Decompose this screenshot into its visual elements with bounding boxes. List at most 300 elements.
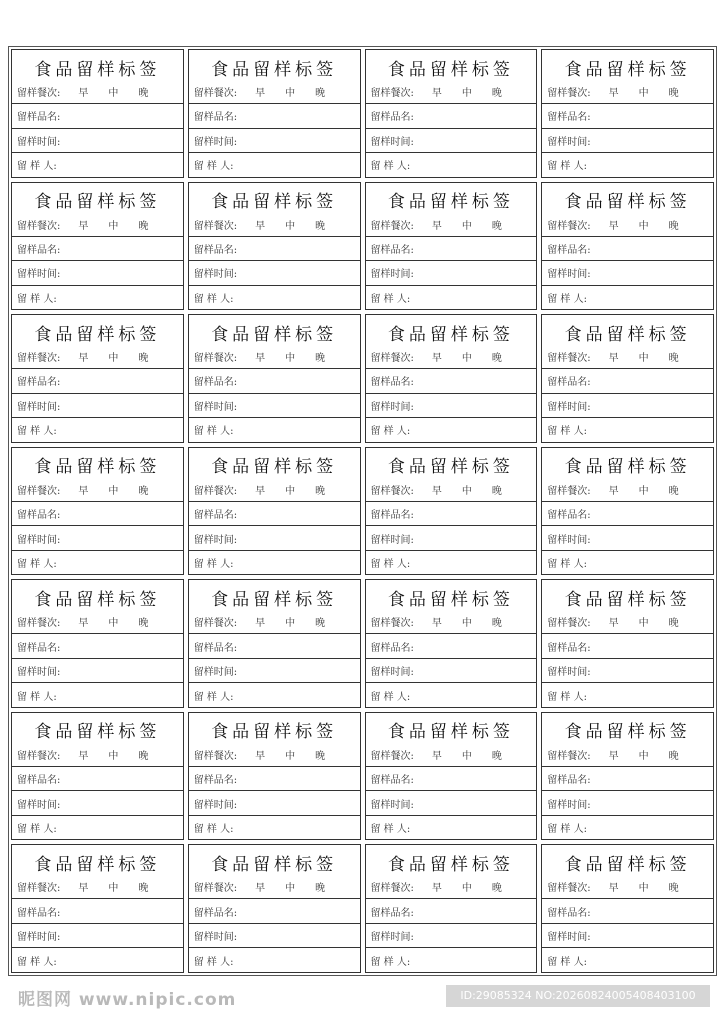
meal-option: 早 [431,618,442,630]
time-row [12,790,183,815]
time-label: 留样时间: [193,401,238,413]
meal-row [542,879,713,898]
meal-row [366,747,537,766]
name-row [12,766,183,791]
label-title: 食品留样标签 [34,324,161,345]
person-label: 留 样 人: [17,824,57,836]
person-row [366,417,537,442]
label-title: 食品留样标签 [564,722,691,743]
meal-option: 早 [608,750,619,762]
meal-option: 早 [608,883,619,895]
meal-option: 晚 [491,353,502,365]
time-row [12,658,183,683]
meal-options [78,217,148,232]
time-label: 留样时间: [193,269,238,281]
label-title: 食品留样标签 [211,324,338,345]
name-label: 留样品名: [17,509,61,521]
time-row [189,393,360,418]
label-title: 食品留样标签 [34,722,161,743]
meal-label: 留样餐次: [193,353,238,365]
label-grid [9,47,716,975]
label-title: 食品留样标签 [387,59,514,80]
name-row [366,501,537,526]
time-label: 留样时间: [193,534,238,546]
meal-option: 晚 [668,220,679,232]
meal-label: 留样餐次: [193,618,238,630]
time-row [366,393,537,418]
meal-option: 中 [108,485,119,497]
time-label: 留样时间: [193,799,238,811]
label-sheet [8,46,717,976]
name-label: 留样品名: [370,907,414,919]
meal-label: 留样餐次: [370,750,414,762]
time-row [189,790,360,815]
meal-label: 留样餐次: [17,485,61,497]
meal-option: 晚 [138,485,149,497]
meal-options [432,217,502,232]
meal-row [366,614,537,633]
person-row [12,682,183,707]
meal-label: 留样餐次: [193,485,238,497]
meal-options [609,482,679,497]
label-title: 食品留样标签 [564,457,691,478]
time-row [542,923,713,948]
person-label: 留 样 人: [17,691,57,703]
person-label: 留 样 人: [17,293,57,305]
watermark-logo: 昵图网 www.nipic.com [18,990,237,1010]
meal-option: 晚 [138,220,149,232]
label-title: 食品留样标签 [211,457,338,478]
person-row [542,815,713,840]
meal-option: 中 [285,485,296,497]
label-title: 食品留样标签 [387,457,514,478]
name-label: 留样品名: [17,642,61,654]
food-sample-label [365,447,538,576]
meal-options [255,747,325,762]
name-row [366,633,537,658]
name-label: 留样品名: [547,377,591,389]
meal-option: 中 [108,750,119,762]
label-title: 食品留样标签 [387,589,514,610]
person-label: 留 样 人: [370,691,411,703]
meal-label: 留样餐次: [547,618,591,630]
name-row [189,501,360,526]
meal-option: 晚 [138,88,149,99]
meal-option: 早 [431,750,442,762]
person-label: 留 样 人: [193,426,234,438]
meal-label: 留样餐次: [547,883,591,895]
meal-options [255,614,325,629]
person-row [189,947,360,972]
time-label: 留样时间: [370,269,414,281]
time-label: 留样时间: [547,136,591,148]
time-label: 留样时间: [370,667,414,679]
name-row [189,766,360,791]
meal-row [189,614,360,633]
label-title: 食品留样标签 [387,854,514,875]
meal-option: 晚 [491,485,502,497]
food-sample-label [11,49,184,178]
name-label: 留样品名: [547,244,591,256]
person-label: 留 样 人: [193,559,234,571]
food-sample-label [541,712,714,841]
meal-row [189,84,360,103]
food-sample-label [541,49,714,178]
meal-label: 留样餐次: [17,353,61,365]
person-label: 留 样 人: [370,824,411,836]
meal-option: 中 [461,618,472,630]
name-row [189,898,360,923]
person-row [12,417,183,442]
meal-option: 早 [78,750,89,762]
meal-row [189,482,360,501]
meal-row [189,747,360,766]
meal-row [189,217,360,236]
meal-option: 晚 [315,618,326,630]
meal-options [432,84,502,99]
food-sample-label [365,579,538,708]
time-row [542,525,713,550]
label-title: 食品留样标签 [211,192,338,213]
person-label: 留 样 人: [547,956,587,968]
person-row [189,417,360,442]
time-row [366,658,537,683]
time-label: 留样时间: [370,534,414,546]
meal-options [432,614,502,629]
food-sample-label [11,579,184,708]
meal-row [12,84,183,103]
name-row [542,633,713,658]
person-label: 留 样 人: [370,161,411,173]
name-label: 留样品名: [17,907,61,919]
meal-options [255,879,325,894]
food-sample-label [365,182,538,311]
person-row [366,947,537,972]
name-label: 留样品名: [370,509,414,521]
person-row [542,152,713,177]
food-sample-label [365,844,538,973]
meal-row [366,84,537,103]
meal-label: 留样餐次: [370,883,414,895]
person-label: 留 样 人: [370,293,411,305]
meal-label: 留样餐次: [547,220,591,232]
meal-row [189,349,360,368]
meal-option: 早 [255,485,266,497]
person-row [542,417,713,442]
person-row [366,815,537,840]
name-label: 留样品名: [17,377,61,389]
meal-label: 留样餐次: [193,88,238,99]
meal-label: 留样餐次: [547,88,591,99]
meal-label: 留样餐次: [17,883,61,895]
person-label: 留 样 人: [17,559,57,571]
meal-options [255,482,325,497]
meal-option: 中 [638,485,649,497]
time-row [12,128,183,153]
time-row [366,128,537,153]
meal-options [609,879,679,894]
person-label: 留 样 人: [370,559,411,571]
person-row [189,815,360,840]
time-row [542,658,713,683]
name-row [12,103,183,128]
food-sample-label [541,314,714,443]
person-row [12,285,183,310]
meal-option: 晚 [315,883,326,895]
meal-row [366,879,537,898]
meal-option: 晚 [668,353,679,365]
food-sample-label [365,314,538,443]
person-row [12,947,183,972]
name-label: 留样品名: [193,112,238,124]
person-row [366,550,537,575]
person-label: 留 样 人: [370,956,411,968]
meal-option: 早 [431,88,442,99]
time-row [366,260,537,285]
time-label: 留样时间: [370,799,414,811]
meal-option: 晚 [668,618,679,630]
food-sample-label [365,712,538,841]
meal-option: 晚 [138,750,149,762]
label-title: 食品留样标签 [211,722,338,743]
meal-options [432,349,502,364]
time-row [366,525,537,550]
name-label: 留样品名: [193,377,238,389]
name-row [542,103,713,128]
meal-option: 早 [255,750,266,762]
time-row [12,525,183,550]
meal-row [542,482,713,501]
time-row [542,790,713,815]
meal-label: 留样餐次: [547,750,591,762]
meal-option: 中 [638,353,649,365]
meal-options [255,84,325,99]
meal-option: 中 [285,220,296,232]
meal-option: 中 [285,88,296,99]
label-title: 食品留样标签 [211,59,338,80]
time-label: 留样时间: [547,932,591,944]
person-label: 留 样 人: [17,956,57,968]
time-label: 留样时间: [17,136,61,148]
time-row [366,923,537,948]
meal-option: 中 [461,220,472,232]
time-label: 留样时间: [547,534,591,546]
person-label: 留 样 人: [193,824,234,836]
time-label: 留样时间: [17,269,61,281]
name-label: 留样品名: [17,112,61,124]
meal-option: 中 [461,88,472,99]
meal-label: 留样餐次: [17,618,61,630]
name-row [189,368,360,393]
person-row [12,550,183,575]
meal-option: 早 [255,353,266,365]
time-label: 留样时间: [193,136,238,148]
meal-label: 留样餐次: [547,485,591,497]
person-label: 留 样 人: [193,161,234,173]
meal-row [542,84,713,103]
meal-option: 晚 [315,88,326,99]
meal-label: 留样餐次: [17,88,61,99]
time-row [189,525,360,550]
meal-option: 晚 [315,353,326,365]
meal-option: 早 [608,88,619,99]
label-title: 食品留样标签 [564,192,691,213]
meal-option: 中 [461,883,472,895]
meal-option: 中 [285,353,296,365]
food-sample-label [11,447,184,576]
meal-option: 晚 [491,750,502,762]
meal-row [12,482,183,501]
name-row [366,898,537,923]
name-label: 留样品名: [547,907,591,919]
time-label: 留样时间: [370,401,414,413]
meal-option: 中 [461,353,472,365]
label-title: 食品留样标签 [564,324,691,345]
person-row [542,550,713,575]
meal-label: 留样餐次: [193,220,238,232]
meal-option: 中 [108,883,119,895]
person-label: 留 样 人: [17,161,57,173]
person-row [189,285,360,310]
meal-row [366,482,537,501]
time-row [12,393,183,418]
meal-option: 早 [255,883,266,895]
meal-option: 晚 [491,88,502,99]
meal-options [255,217,325,232]
person-row [366,682,537,707]
food-sample-label [365,49,538,178]
person-label: 留 样 人: [547,824,587,836]
meal-option: 晚 [491,220,502,232]
person-row [12,815,183,840]
meal-option: 早 [431,485,442,497]
food-sample-label [188,49,361,178]
person-label: 留 样 人: [17,426,57,438]
meal-option: 晚 [138,883,149,895]
person-row [542,285,713,310]
name-label: 留样品名: [193,642,238,654]
time-row [12,923,183,948]
meal-option: 晚 [138,618,149,630]
meal-row [366,349,537,368]
time-label: 留样时间: [17,932,61,944]
name-label: 留样品名: [370,775,414,787]
person-label: 留 样 人: [547,559,587,571]
time-row [12,260,183,285]
meal-option: 中 [285,750,296,762]
meal-option: 早 [431,353,442,365]
name-label: 留样品名: [17,775,61,787]
name-label: 留样品名: [547,112,591,124]
food-sample-label [541,447,714,576]
meal-label: 留样餐次: [370,618,414,630]
label-title: 食品留样标签 [211,589,338,610]
time-label: 留样时间: [193,667,238,679]
name-row [12,236,183,261]
meal-row [12,747,183,766]
meal-option: 晚 [668,750,679,762]
food-sample-label [11,844,184,973]
name-row [542,501,713,526]
time-label: 留样时间: [547,799,591,811]
meal-option: 早 [255,220,266,232]
food-sample-label [188,182,361,311]
meal-option: 晚 [315,220,326,232]
person-label: 留 样 人: [547,293,587,305]
meal-option: 早 [608,353,619,365]
meal-options [432,482,502,497]
meal-label: 留样餐次: [547,353,591,365]
meal-option: 中 [108,353,119,365]
meal-row [542,614,713,633]
meal-options [78,747,148,762]
meal-label: 留样餐次: [17,220,61,232]
name-row [12,501,183,526]
meal-options [432,879,502,894]
name-label: 留样品名: [370,112,414,124]
meal-option: 中 [638,883,649,895]
label-title: 食品留样标签 [34,192,161,213]
meal-option: 中 [108,88,119,99]
name-row [542,766,713,791]
name-row [366,236,537,261]
time-label: 留样时间: [17,401,61,413]
meal-row [12,614,183,633]
meal-option: 早 [255,618,266,630]
name-row [542,368,713,393]
food-sample-label [188,447,361,576]
person-row [189,682,360,707]
label-title: 食品留样标签 [564,59,691,80]
food-sample-label [541,182,714,311]
meal-label: 留样餐次: [370,220,414,232]
label-title: 食品留样标签 [34,59,161,80]
meal-option: 早 [78,883,89,895]
time-label: 留样时间: [547,269,591,281]
name-row [12,633,183,658]
person-row [542,947,713,972]
meal-option: 晚 [491,883,502,895]
meal-options [78,349,148,364]
meal-row [366,217,537,236]
meal-options [78,482,148,497]
name-label: 留样品名: [193,509,238,521]
image-id-bar: ID:29085324 NO:20260824005408403100 [446,985,710,1007]
meal-option: 早 [78,220,89,232]
food-sample-label [188,314,361,443]
time-label: 留样时间: [17,799,61,811]
name-row [189,103,360,128]
meal-option: 中 [638,618,649,630]
meal-option: 晚 [668,485,679,497]
meal-options [255,349,325,364]
person-label: 留 样 人: [193,293,234,305]
food-sample-label [188,579,361,708]
meal-option: 中 [638,220,649,232]
food-sample-label [11,182,184,311]
name-label: 留样品名: [547,642,591,654]
label-title: 食品留样标签 [34,854,161,875]
meal-option: 晚 [315,485,326,497]
person-row [366,285,537,310]
time-row [189,658,360,683]
meal-row [189,879,360,898]
name-row [366,103,537,128]
meal-option: 晚 [668,88,679,99]
name-row [542,236,713,261]
name-row [542,898,713,923]
name-label: 留样品名: [370,377,414,389]
